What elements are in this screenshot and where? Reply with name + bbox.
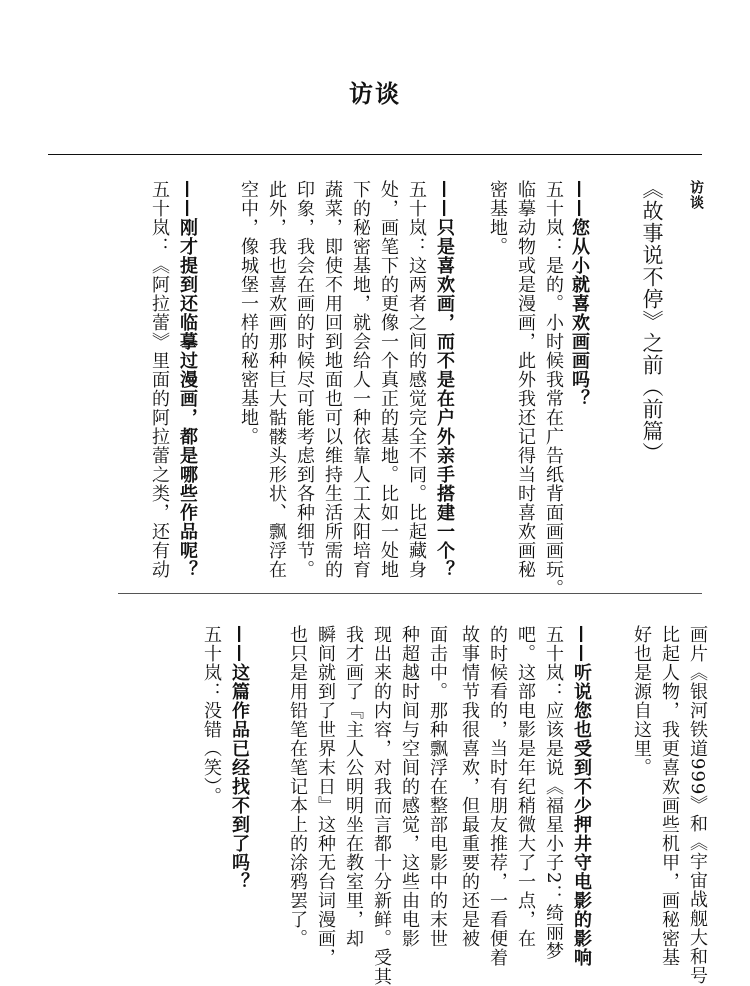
text-line: 空中，像城堡一样的秘密基地。: [238, 180, 259, 446]
text-line: 故事情节我很喜欢，但最重要的还是被: [459, 625, 480, 948]
question-line: ——这篇作品已经找不到了吗？: [229, 625, 250, 891]
question-line: ——刚才提到还临摹过漫画，都是哪些作品呢？: [177, 180, 198, 579]
text-line: 也只是用铅笔在笔记本上的涂鸦罢了。: [287, 625, 308, 948]
text-line: 吧。这部电影是年纪稍微大了一点，在: [515, 625, 536, 948]
text-line: 下的秘密基地，就会给人一种依靠人工太阳培育: [350, 180, 371, 579]
top-divider: [48, 154, 702, 155]
answer-line: 五十岚：没错（笑）。: [201, 625, 222, 806]
text-line: 我才画了『主人公明明坐在教室里，却: [343, 625, 364, 948]
answer-line: 五十岚：是的。小时候我常在广告纸背面画画玩。: [543, 180, 564, 598]
question-line: ——只是喜欢画，而不是在户外亲手搭建一个？: [434, 180, 455, 579]
answer-line: 五十岚：《阿拉蕾》里面的阿拉蕾之类，还有动: [149, 180, 170, 579]
section-heading: 《故事说不停》之前（前篇）: [640, 178, 664, 464]
question-line: ——您从小就喜欢画画吗？: [569, 180, 590, 408]
text-line: 瞬间就到了世界末日』这种无台词漫画，: [315, 625, 336, 967]
page-title: 访谈: [349, 80, 401, 108]
question-line: ——听说您也受到不少押井守电影的影响: [571, 625, 592, 967]
text-line: 面击中。那种飘浮在整部电影中的末世: [427, 625, 448, 948]
text-line: 临摹动物或是漫画，此外我还记得当时喜欢画秘: [515, 180, 536, 579]
text-line: 好也是源自这里。: [631, 625, 652, 777]
running-header: 访谈: [688, 180, 704, 210]
text-line: 密基地。: [487, 180, 508, 256]
text-line: 现出来的内容，对我而言都十分新鲜。受其: [371, 625, 392, 986]
text-line: 处，画笔下的更像一个真正的基地。比如一处地: [378, 180, 399, 579]
answer-line: 五十岚：应该是说《福星小子2：绮丽梦: [543, 625, 564, 961]
text-line: 种超越时间与空间的感觉，这些由电影: [399, 625, 420, 948]
text-line: 的时候看的，当时有朋友推荐，一看便着: [487, 625, 508, 967]
text-line: 印象，我会在画的时候尽可能考虑到各种细节。: [294, 180, 315, 579]
text-line: 画片《银河铁道999》和《宇宙战舰大和号: [687, 625, 708, 986]
answer-line: 五十岚：这两者之间的感觉完全不同。比起藏身: [406, 180, 427, 579]
text-line: 比起人物，我更喜欢画些机甲，画秘密基: [659, 625, 680, 967]
section-divider: [118, 593, 702, 594]
text-line: 蔬菜，即使不用回到地面也可以维持生活所需的: [322, 180, 343, 579]
text-line: 此外，我也喜欢画那种巨大骷髅头形状、飘浮在: [266, 180, 287, 579]
